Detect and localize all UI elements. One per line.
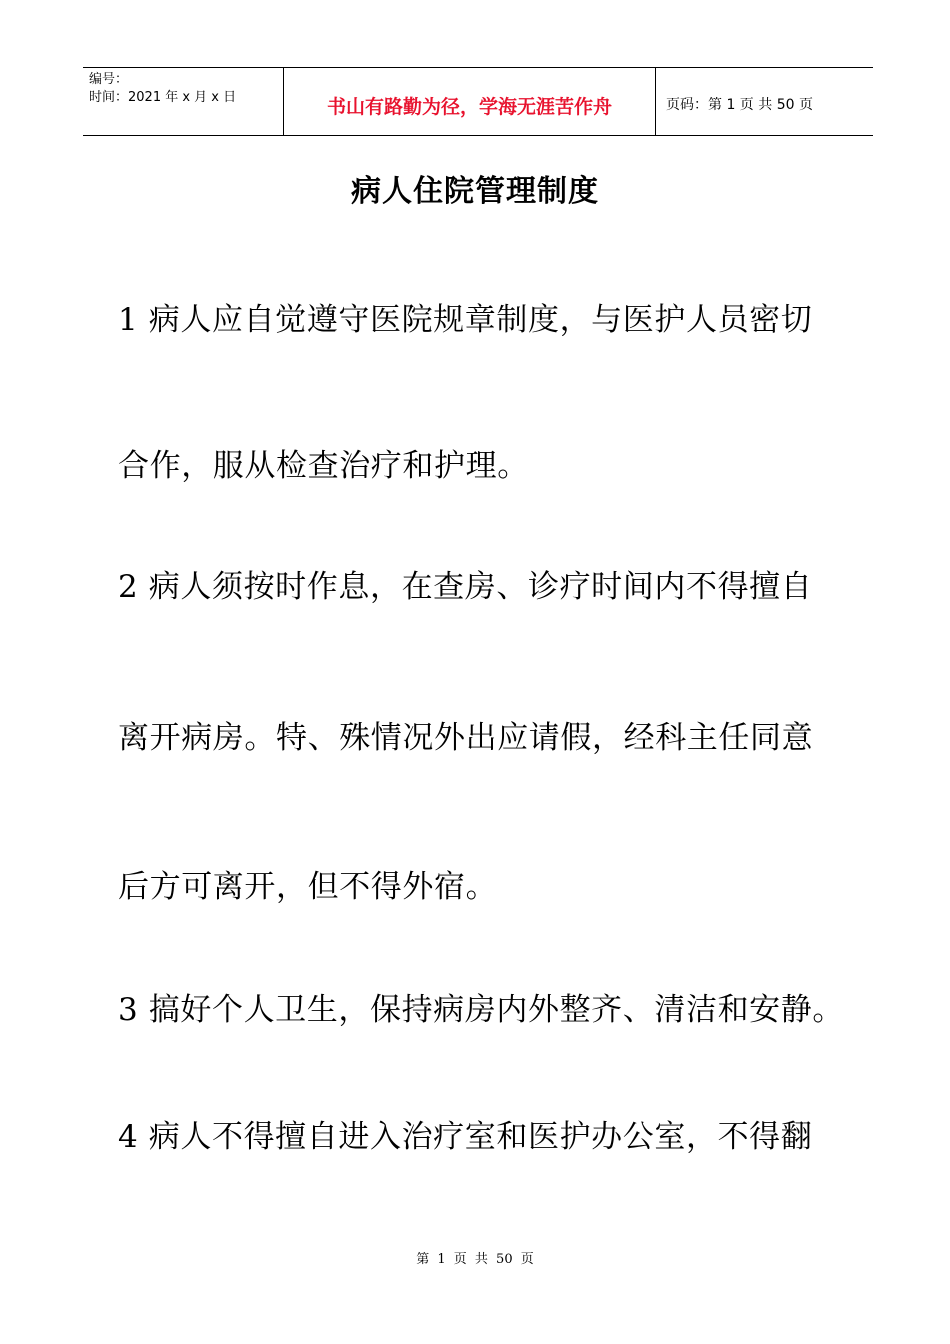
body-line: 合作，服从检查治疗和护理。 xyxy=(118,448,529,484)
page-code: 页码：第 1 页 共 50 页 xyxy=(666,97,813,113)
time-label: 时间：2021 年 x 月 x 日 xyxy=(89,90,237,105)
document-header xyxy=(83,67,873,136)
header-motto-cell xyxy=(283,68,656,135)
body-line: 1 病人应自觉遵守医院规章制度，与医护人员密切 xyxy=(118,302,813,338)
header-meta-cell xyxy=(83,68,283,135)
body-line: 离开病房。特、殊情况外出应请假，经科主任同意 xyxy=(118,720,814,756)
body-line: 3 搞好个人卫生，保持病房内外整齐、清洁和安静。 xyxy=(118,992,844,1028)
body-line: 4 病人不得擅自进入治疗室和医护办公室，不得翻 xyxy=(118,1119,813,1155)
page-footer: 第 1 页 共 50 页 xyxy=(416,1252,534,1267)
header-page-cell xyxy=(656,68,873,135)
motto-text: 书山有路勤为径，学海无涯苦作舟 xyxy=(326,96,612,118)
body-line: 后方可离开，但不得外宿。 xyxy=(118,869,498,905)
body-line: 2 病人须按时作息，在查房、诊疗时间内不得擅自 xyxy=(118,569,813,605)
document-title: 病人住院管理制度 xyxy=(351,174,599,209)
number-label: 编号： xyxy=(89,72,129,87)
